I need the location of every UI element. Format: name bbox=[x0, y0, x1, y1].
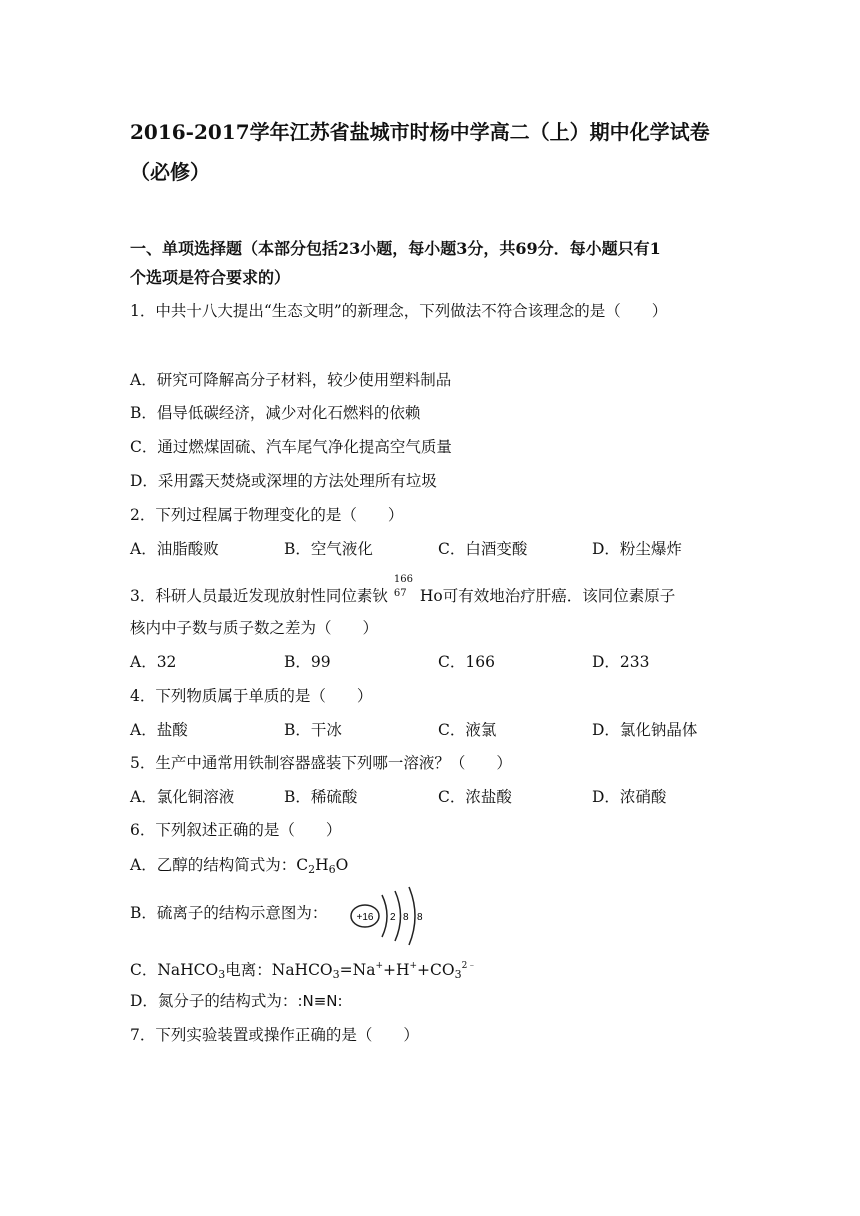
section-heading-line2: 个选项是符合要求的） bbox=[130, 268, 291, 287]
question-5-stem: 5．生产中通常用铁制容器盛装下列哪一溶液？（ ） bbox=[130, 754, 512, 772]
option-c-na: =Na bbox=[339, 961, 376, 979]
option-c-subscript-2: 3 bbox=[332, 968, 340, 981]
question-4-option-d: D．氯化钠晶体 bbox=[592, 721, 698, 739]
option-a-end: O bbox=[335, 856, 349, 874]
isotope-symbol: Ho bbox=[419, 587, 443, 605]
question-5-option-b: B．稀硫酸 bbox=[284, 788, 358, 806]
question-3-option-a: A．32 bbox=[130, 653, 177, 671]
nitrogen-structural-formula: :N≡N: bbox=[297, 992, 343, 1010]
sulfide-ion-structure-diagram bbox=[348, 885, 428, 947]
question-3-stem-after: 可有效地治疗肝癌．该同位素原子 bbox=[442, 587, 676, 605]
question-3-stem bbox=[130, 574, 676, 607]
option-c-superscript-3: 2﹣ bbox=[461, 961, 477, 971]
question-6-stem: 6．下列叙述正确的是（ ） bbox=[130, 821, 342, 839]
question-1-option-d: D．采用露天焚烧或深埋的方法处理所有垃圾 bbox=[130, 472, 437, 490]
document-title-line1: 2016-2017学年江苏省盐城市时杨中学高二（上）期中化学试卷 bbox=[130, 120, 710, 144]
question-1-option-b: B．倡导低碳经济，减少对化石燃料的依赖 bbox=[130, 404, 421, 422]
section-heading-line1: 一、单项选择题（本部分包括23小题，每小题3分，共69分．每小题只有1 bbox=[130, 239, 661, 258]
question-4-stem: 4．下列物质属于单质的是（ ） bbox=[130, 687, 373, 705]
isotope-notation bbox=[393, 574, 418, 607]
option-a-mid: H bbox=[315, 856, 329, 874]
option-c-superscript-1: + bbox=[375, 961, 383, 971]
question-6-option-b: B．硫离子的结构示意图为： bbox=[130, 904, 328, 922]
question-7-stem: 7．下列实验装置或操作正确的是（ ） bbox=[130, 1026, 419, 1044]
question-5-option-c: C．浓盐酸 bbox=[438, 788, 512, 806]
question-4-option-c: C．液氯 bbox=[438, 721, 497, 739]
question-3-stem-before: 3．科研人员最近发现放射性同位素钬 bbox=[130, 587, 388, 605]
question-6-option-a bbox=[130, 857, 348, 878]
question-2-option-b: B．空气液化 bbox=[284, 540, 373, 558]
question-6-option-c bbox=[130, 958, 476, 983]
nucleus-charge: +16 bbox=[356, 912, 374, 923]
option-d-text: D．氮分子的结构式为： bbox=[130, 992, 298, 1010]
option-a-text: A．乙醇的结构简式为：C bbox=[130, 856, 309, 874]
document-title-line2: （必修） bbox=[130, 160, 210, 184]
question-3-option-b: B．99 bbox=[284, 653, 331, 671]
question-1-option-a: A．研究可降解高分子材料，较少使用塑料制品 bbox=[130, 371, 452, 389]
isotope-atomic-number: 67 bbox=[393, 588, 407, 599]
option-c-prefix: C．NaHCO bbox=[130, 961, 219, 979]
electron-shell-3 bbox=[409, 887, 415, 945]
question-4-option-b: B．干冰 bbox=[284, 721, 342, 739]
shell-1-electrons: 2 bbox=[390, 912, 396, 923]
question-2-option-d: D．粉尘爆炸 bbox=[592, 540, 682, 558]
question-4-option-a: A．盐酸 bbox=[130, 721, 188, 739]
shell-3-electrons: 8 bbox=[417, 912, 423, 923]
question-1-option-c: C．通过燃煤固硫、汽车尾气净化提高空气质量 bbox=[130, 438, 452, 456]
option-c-h: +H bbox=[382, 961, 410, 979]
question-2-option-c: C．白酒变酸 bbox=[438, 540, 528, 558]
question-5-option-d: D．浓硝酸 bbox=[592, 788, 667, 806]
option-a-subscript-1: 2 bbox=[308, 863, 316, 876]
option-c-subscript-3: 3 bbox=[454, 968, 462, 981]
isotope-mass-number: 166 bbox=[393, 574, 413, 585]
question-1-stem: 1．中共十八大提出“生态文明”的新理念，下列做法不符合该理念的是（ ） bbox=[130, 302, 668, 320]
option-a-subscript-2: 6 bbox=[328, 863, 336, 876]
question-2-stem: 2．下列过程属于物理变化的是（ ） bbox=[130, 506, 404, 524]
option-c-superscript-2: + bbox=[409, 961, 418, 971]
question-5-option-a: A．氯化铜溶液 bbox=[130, 788, 235, 806]
option-c-mid: 电离：NaHCO bbox=[225, 961, 333, 979]
shell-2-electrons: 8 bbox=[403, 912, 409, 923]
question-3-option-d: D．233 bbox=[592, 653, 650, 671]
option-c-co: +CO bbox=[417, 961, 455, 979]
question-2-option-a: A．油脂酸败 bbox=[130, 540, 219, 558]
electron-shell-2 bbox=[395, 891, 401, 941]
question-3-stem-line2: 核内中子数与质子数之差为（ ） bbox=[130, 619, 379, 637]
option-c-subscript-1: 3 bbox=[218, 968, 226, 981]
question-6-option-d bbox=[130, 993, 343, 1009]
question-3-option-c: C．166 bbox=[438, 653, 495, 671]
electron-shell-1 bbox=[382, 895, 387, 937]
